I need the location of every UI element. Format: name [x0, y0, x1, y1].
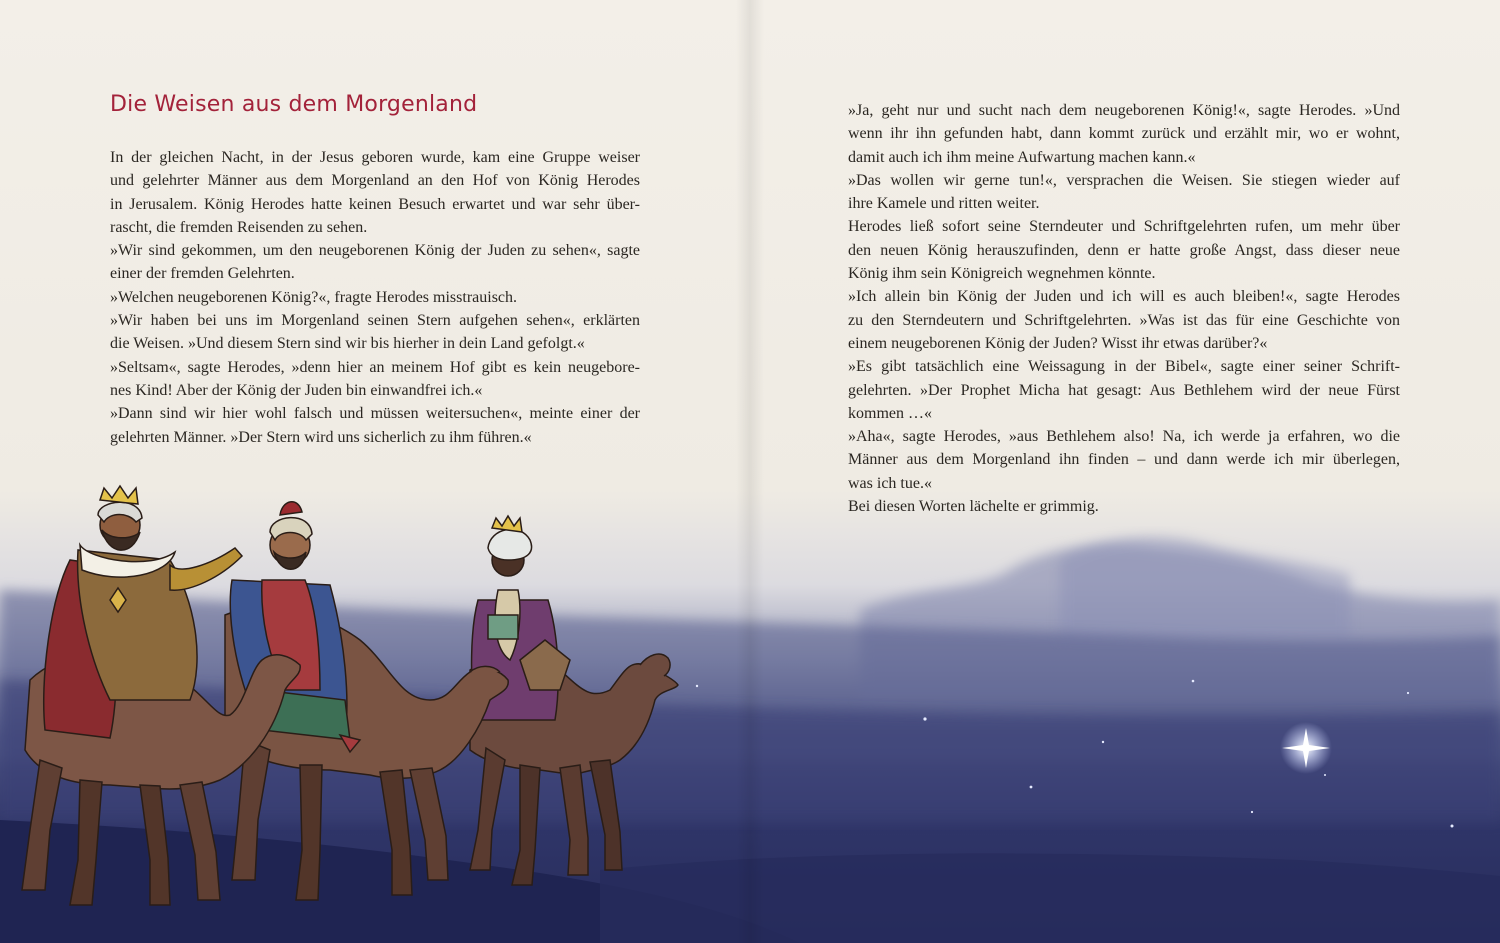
text-line: »Welchen neugeborenen König?«, fragte Herodes misstrauisch.: [110, 288, 518, 306]
text-line: »Ich allein bin König der Juden und ich will es auch bleiben!«, sagte Herodes: [848, 288, 1400, 306]
star: [1102, 741, 1104, 743]
text-line: und gelehrter Männer aus dem Morgenland an den Hof von König Herodes: [110, 172, 640, 190]
left-page-text: [110, 146, 640, 449]
text-line: Bei diesen Worten lächelte er grimmig.: [848, 498, 1099, 516]
star: [1407, 692, 1409, 694]
text-line: die Weisen. »Und diesem Stern sind wir bis hierher in dein Land gefolgt.«: [110, 335, 585, 353]
text-line: »Das wollen wir gerne tun!«, versprachen die Weisen. Sie stiegen wieder auf: [848, 171, 1400, 189]
text-line: ihre Kamele und ritten weiter.: [848, 195, 1040, 213]
star: [1192, 680, 1195, 683]
text-line: einem neugeborenen König der Juden? Wisst ihr etwas darüber?«: [848, 334, 1268, 352]
star: [1451, 825, 1454, 828]
text-line: »Dann sind wir hier wohl falsch und müssen weitersuchen«, meinte einer der: [110, 405, 640, 423]
text-line: gelehrten. »Der Prophet Micha hat gesagt: Aus Bethlehem wird der neue Fürst: [848, 381, 1400, 399]
text-line: In der gleichen Nacht, in der Jesus geboren wurde, kam eine Gruppe weiser: [110, 149, 640, 166]
text-line: »Aha«, sagte Herodes, »aus Bethlehem also! Na, ich werde ja erfahren, wo die: [848, 428, 1400, 446]
star: [1251, 811, 1253, 813]
text-line: »Wir sind gekommen, um den neugeborenen König der Juden zu sehen«, sagte: [110, 242, 640, 260]
text-line: »Wir haben bei uns im Morgenland seinen Stern aufgehen sehen«, erklärten: [110, 312, 640, 330]
mist-cloud: [1060, 537, 1350, 640]
text-line: nes Kind! Aber der König der Juden bin einwandfrei ich.«: [110, 381, 483, 399]
text-line: einer der fremden Gelehrten.: [110, 265, 295, 283]
text-line: Männer aus dem Morgenland ihn finden – und dann werde ich mir überlegen,: [848, 451, 1400, 469]
text-line: König ihm sein Königreich wegnehmen könnte.: [848, 265, 1156, 283]
right-page-text: [848, 99, 1400, 518]
chapter-title: Die Weisen aus dem Morgenland: [110, 92, 478, 117]
text-line: rascht, die fremden Reisenden zu sehen.: [110, 218, 368, 236]
text-line: zu den Sterndeutern und Schriftgelehrten. »Was ist das für eine Geschichte von: [848, 311, 1400, 329]
text-line: gelehrten Männer. »Der Stern wird uns sicherlich zu ihm führen.«: [110, 428, 532, 446]
text-line: in Jerusalem. König Herodes hatte keinen Besuch erwartet und war sehr über-: [110, 195, 640, 213]
text-line: was ich tue.«: [848, 474, 932, 492]
star: [696, 685, 698, 687]
dune: [600, 853, 1500, 943]
star: [1324, 774, 1326, 776]
star: [1030, 786, 1033, 789]
text-line: damit auch ich ihm meine Aufwartung machen kann.«: [848, 148, 1196, 166]
text-line: »Ja, geht nur und sucht nach dem neugeborenen König!«, sagte Herodes. »Und: [848, 102, 1400, 119]
text-line: Herodes ließ sofort seine Sterndeuter und Schriftgelehrten rufen, um mehr über: [848, 218, 1400, 236]
text-line: »Seltsam«, sagte Herodes, »denn hier an meinem Hof gibt es kein neugebore-: [110, 358, 640, 376]
star: [923, 717, 926, 720]
text-line: den neuen König herauszufinden, denn er hatte große Angst, dass dieser neue: [848, 241, 1400, 259]
text-line: wenn ihr ihn gefunden habt, dann kommt zurück und erzählt mir, wo er wohnt,: [848, 125, 1400, 143]
text-line: »Es gibt tatsächlich eine Weissagung in der Bibel«, sagte einer seiner Schrift-: [848, 358, 1400, 376]
text-line: kommen …«: [848, 404, 932, 422]
book-gutter-shadow: [736, 0, 764, 943]
